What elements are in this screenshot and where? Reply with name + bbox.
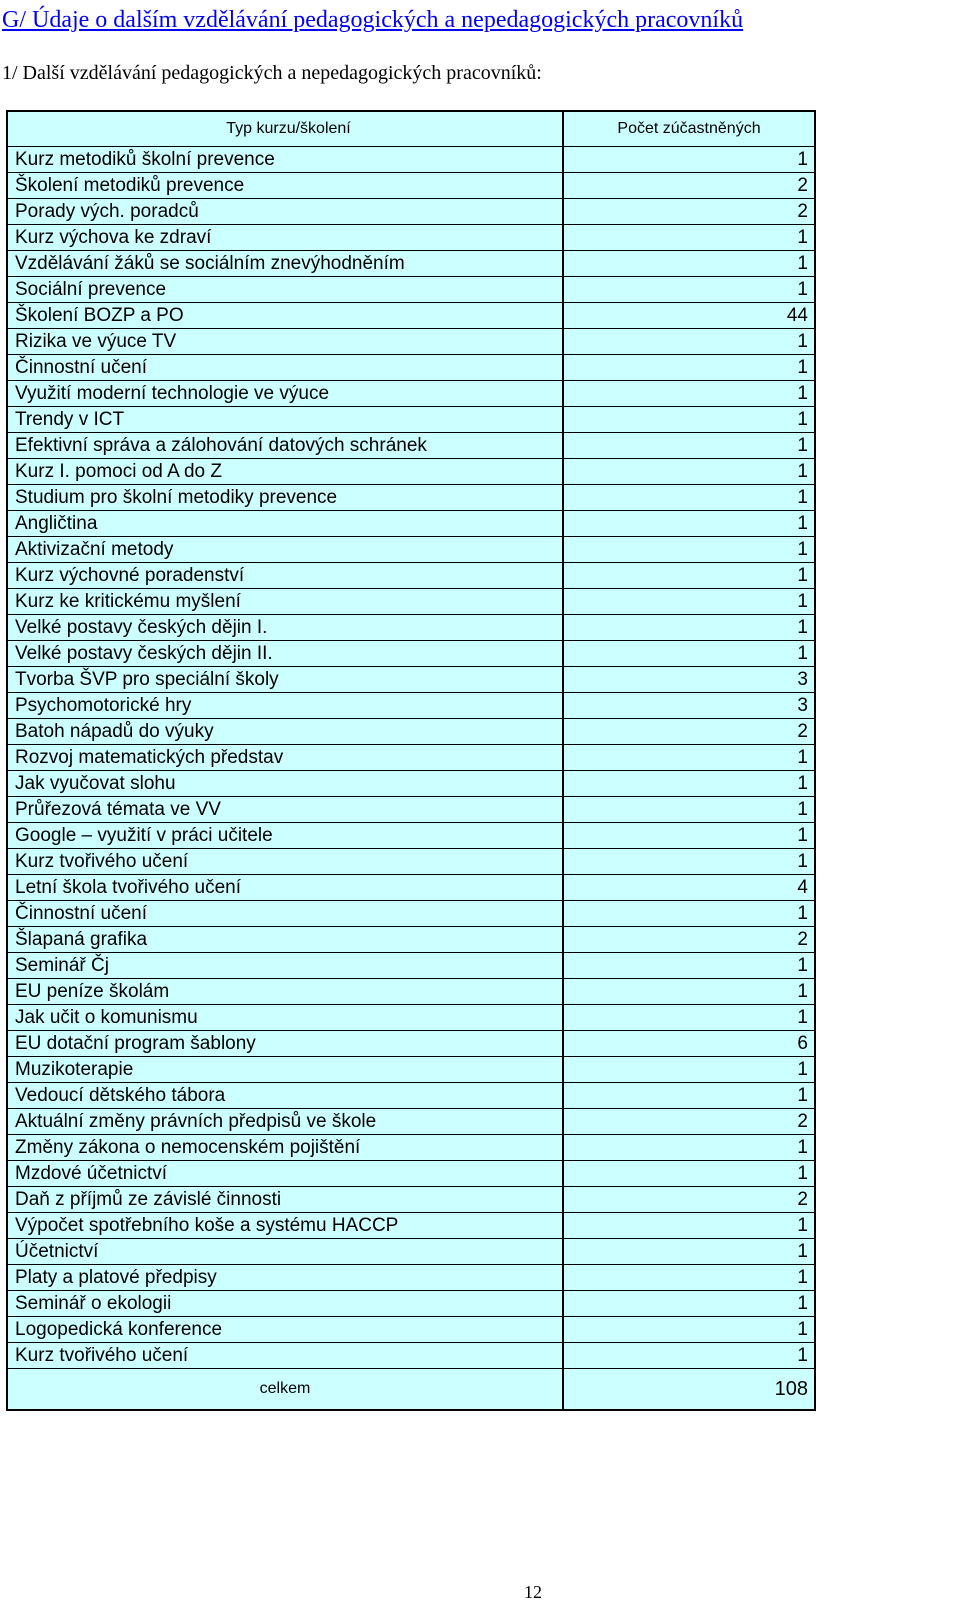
participant-count-cell: 1 (563, 953, 814, 979)
course-name-cell: Změny zákona o nemocenském pojištění (8, 1135, 563, 1161)
participant-count-cell: 1 (563, 849, 814, 875)
participant-count-cell: 1 (563, 771, 814, 797)
table-row (8, 615, 814, 641)
course-name-cell: Kurz ke kritickému myšlení (8, 589, 563, 615)
participant-count-cell: 1 (563, 1005, 814, 1031)
participant-count-cell: 44 (563, 303, 814, 329)
course-name-cell: Činnostní učení (8, 355, 563, 381)
table-row (8, 277, 814, 303)
course-name-cell: Daň z příjmů ze závislé činnosti (8, 1187, 563, 1213)
participant-count-cell: 1 (563, 589, 814, 615)
course-name-cell: Kurz tvořivého učení (8, 849, 563, 875)
course-name-cell: Letní škola tvořivého učení (8, 875, 563, 901)
participant-count-cell: 1 (563, 1343, 814, 1369)
participant-count-cell: 1 (563, 407, 814, 433)
section-heading: G/ Údaje o dalším vzdělávání pedagogických a nepedagogických pracovníků (2, 7, 744, 33)
participant-count-cell: 1 (563, 511, 814, 537)
table-row (8, 901, 814, 927)
table-row (8, 745, 814, 771)
participant-count-cell: 1 (563, 1291, 814, 1317)
participant-count-cell: 1 (563, 225, 814, 251)
table-row (8, 199, 814, 225)
participant-count-cell: 2 (563, 1187, 814, 1213)
table-row (8, 1291, 814, 1317)
table-row (8, 251, 814, 277)
table-row (8, 1083, 814, 1109)
participant-count-cell: 1 (563, 433, 814, 459)
table-row (8, 1187, 814, 1213)
course-name-cell: Jak učit o komunismu (8, 1005, 563, 1031)
course-name-cell: Kurz výchova ke zdraví (8, 225, 563, 251)
participant-count-cell: 2 (563, 199, 814, 225)
table-row (8, 433, 814, 459)
participant-count-cell: 1 (563, 901, 814, 927)
table-row (8, 719, 814, 745)
course-name-cell: Sociální prevence (8, 277, 563, 303)
table-row (8, 1343, 814, 1369)
table-row (8, 953, 814, 979)
table-row (8, 1213, 814, 1239)
course-name-cell: Kurz I. pomoci od A do Z (8, 459, 563, 485)
table-row (8, 1135, 814, 1161)
course-name-cell: Psychomotorické hry (8, 693, 563, 719)
participant-count-cell: 1 (563, 537, 814, 563)
table-row (8, 875, 814, 901)
table-row (8, 797, 814, 823)
participant-count-cell: 1 (563, 1265, 814, 1291)
participant-count-cell: 1 (563, 823, 814, 849)
course-name-cell: Vzdělávání žáků se sociálním znevýhodněním (8, 251, 563, 277)
participant-count-cell: 2 (563, 719, 814, 745)
participant-count-cell: 1 (563, 745, 814, 771)
participant-count-cell: 1 (563, 355, 814, 381)
course-name-cell: Kurz metodiků školní prevence (8, 147, 563, 173)
course-name-cell: Efektivní správa a zálohování datových schránek (8, 433, 563, 459)
course-name-cell: Studium pro školní metodiky prevence (8, 485, 563, 511)
training-table-container (6, 110, 816, 1411)
participant-count-cell: 1 (563, 641, 814, 667)
table-row (8, 849, 814, 875)
course-name-cell: Angličtina (8, 511, 563, 537)
table-row (8, 225, 814, 251)
participant-count-cell: 1 (563, 1161, 814, 1187)
course-name-cell: Trendy v ICT (8, 407, 563, 433)
participant-count-cell: 2 (563, 173, 814, 199)
table-row (8, 511, 814, 537)
participant-count-cell: 1 (563, 251, 814, 277)
course-name-cell: Využití moderní technologie ve výuce (8, 381, 563, 407)
course-name-cell: Seminář Čj (8, 953, 563, 979)
course-name-cell: Platy a platové předpisy (8, 1265, 563, 1291)
course-name-cell: Průřezová témata ve VV (8, 797, 563, 823)
participant-count-cell: 1 (563, 979, 814, 1005)
table-row (8, 589, 814, 615)
course-name-cell: Školení metodiků prevence (8, 173, 563, 199)
table-row (8, 303, 814, 329)
participant-count-cell: 1 (563, 1057, 814, 1083)
table-total-row (8, 1369, 814, 1410)
course-name-cell: Porady vých. poradců (8, 199, 563, 225)
course-name-cell: Batoh nápadů do výuky (8, 719, 563, 745)
course-name-cell: Velké postavy českých dějin I. (8, 615, 563, 641)
participant-count-cell: 1 (563, 797, 814, 823)
course-name-cell: Vedoucí dětského tábora (8, 1083, 563, 1109)
table-row (8, 1005, 814, 1031)
course-name-cell: Jak vyučovat slohu (8, 771, 563, 797)
course-name-cell: Účetnictví (8, 1239, 563, 1265)
participant-count-cell: 1 (563, 1213, 814, 1239)
table-row (8, 459, 814, 485)
table-row (8, 1109, 814, 1135)
table-row (8, 1031, 814, 1057)
participant-count-cell: 1 (563, 277, 814, 303)
participant-count-cell: 2 (563, 1109, 814, 1135)
participant-count-cell: 3 (563, 693, 814, 719)
total-count: 108 (774, 1377, 808, 1400)
course-name-cell: Logopedická konference (8, 1317, 563, 1343)
participant-count-cell: 3 (563, 667, 814, 693)
table-row (8, 563, 814, 589)
table-row (8, 407, 814, 433)
table-row (8, 823, 814, 849)
course-name-cell: Rozvoj matematických představ (8, 745, 563, 771)
table-row (8, 381, 814, 407)
participant-count-cell: 1 (563, 1135, 814, 1161)
table-row (8, 1161, 814, 1187)
course-name-cell: EU dotační program šablony (8, 1031, 563, 1057)
participant-count-cell: 4 (563, 875, 814, 901)
course-name-cell: Velké postavy českých dějin II. (8, 641, 563, 667)
course-name-cell: Rizika ve výuce TV (8, 329, 563, 355)
participant-count-cell: 1 (563, 485, 814, 511)
course-name-cell: Aktuální změny právních předpisů ve škole (8, 1109, 563, 1135)
course-name-cell: Výpočet spotřebního koše a systému HACCP (8, 1213, 563, 1239)
table-row (8, 1317, 814, 1343)
table-header-row (8, 112, 814, 147)
header-course-type: Typ kurzu/školení (8, 112, 563, 147)
participant-count-cell: 2 (563, 927, 814, 953)
table-row (8, 173, 814, 199)
participant-count-cell: 1 (563, 459, 814, 485)
table-row (8, 771, 814, 797)
table-row (8, 1265, 814, 1291)
course-name-cell: Školení BOZP a PO (8, 303, 563, 329)
participant-count-cell: 1 (563, 1083, 814, 1109)
participant-count-cell: 1 (563, 329, 814, 355)
total-label: celkem (8, 1369, 563, 1410)
table-row (8, 147, 814, 173)
participant-count-cell: 1 (563, 615, 814, 641)
header-participant-count: Počet zúčastněných (563, 112, 814, 147)
course-name-cell: Mzdové účetnictví (8, 1161, 563, 1187)
course-name-cell: Tvorba ŠVP pro speciální školy (8, 667, 563, 693)
course-name-cell: Činnostní učení (8, 901, 563, 927)
table-row (8, 485, 814, 511)
course-name-cell: Muzikoterapie (8, 1057, 563, 1083)
table-row (8, 927, 814, 953)
table-row (8, 329, 814, 355)
course-name-cell: Google – využití v práci učitele (8, 823, 563, 849)
table-row (8, 667, 814, 693)
participant-count-cell: 6 (563, 1031, 814, 1057)
training-table (8, 112, 814, 1409)
table-row (8, 355, 814, 381)
table-row (8, 1057, 814, 1083)
course-name-cell: Seminář o ekologii (8, 1291, 563, 1317)
course-name-cell: Šlapaná grafika (8, 927, 563, 953)
table-row (8, 641, 814, 667)
course-name-cell: EU peníze školám (8, 979, 563, 1005)
table-row (8, 1239, 814, 1265)
subsection-heading: 1/ Další vzdělávání pedagogických a nepedagogických pracovníků: (2, 62, 542, 84)
table-row (8, 979, 814, 1005)
course-name-cell: Aktivizační metody (8, 537, 563, 563)
participant-count-cell: 1 (563, 147, 814, 173)
participant-count-cell: 1 (563, 1239, 814, 1265)
course-name-cell: Kurz tvořivého učení (8, 1343, 563, 1369)
table-row (8, 537, 814, 563)
page-number: 12 (524, 1582, 542, 1602)
table-row (8, 693, 814, 719)
participant-count-cell: 1 (563, 1317, 814, 1343)
course-name-cell: Kurz výchovné poradenství (8, 563, 563, 589)
participant-count-cell: 1 (563, 381, 814, 407)
table-body (8, 147, 814, 1369)
participant-count-cell: 1 (563, 563, 814, 589)
